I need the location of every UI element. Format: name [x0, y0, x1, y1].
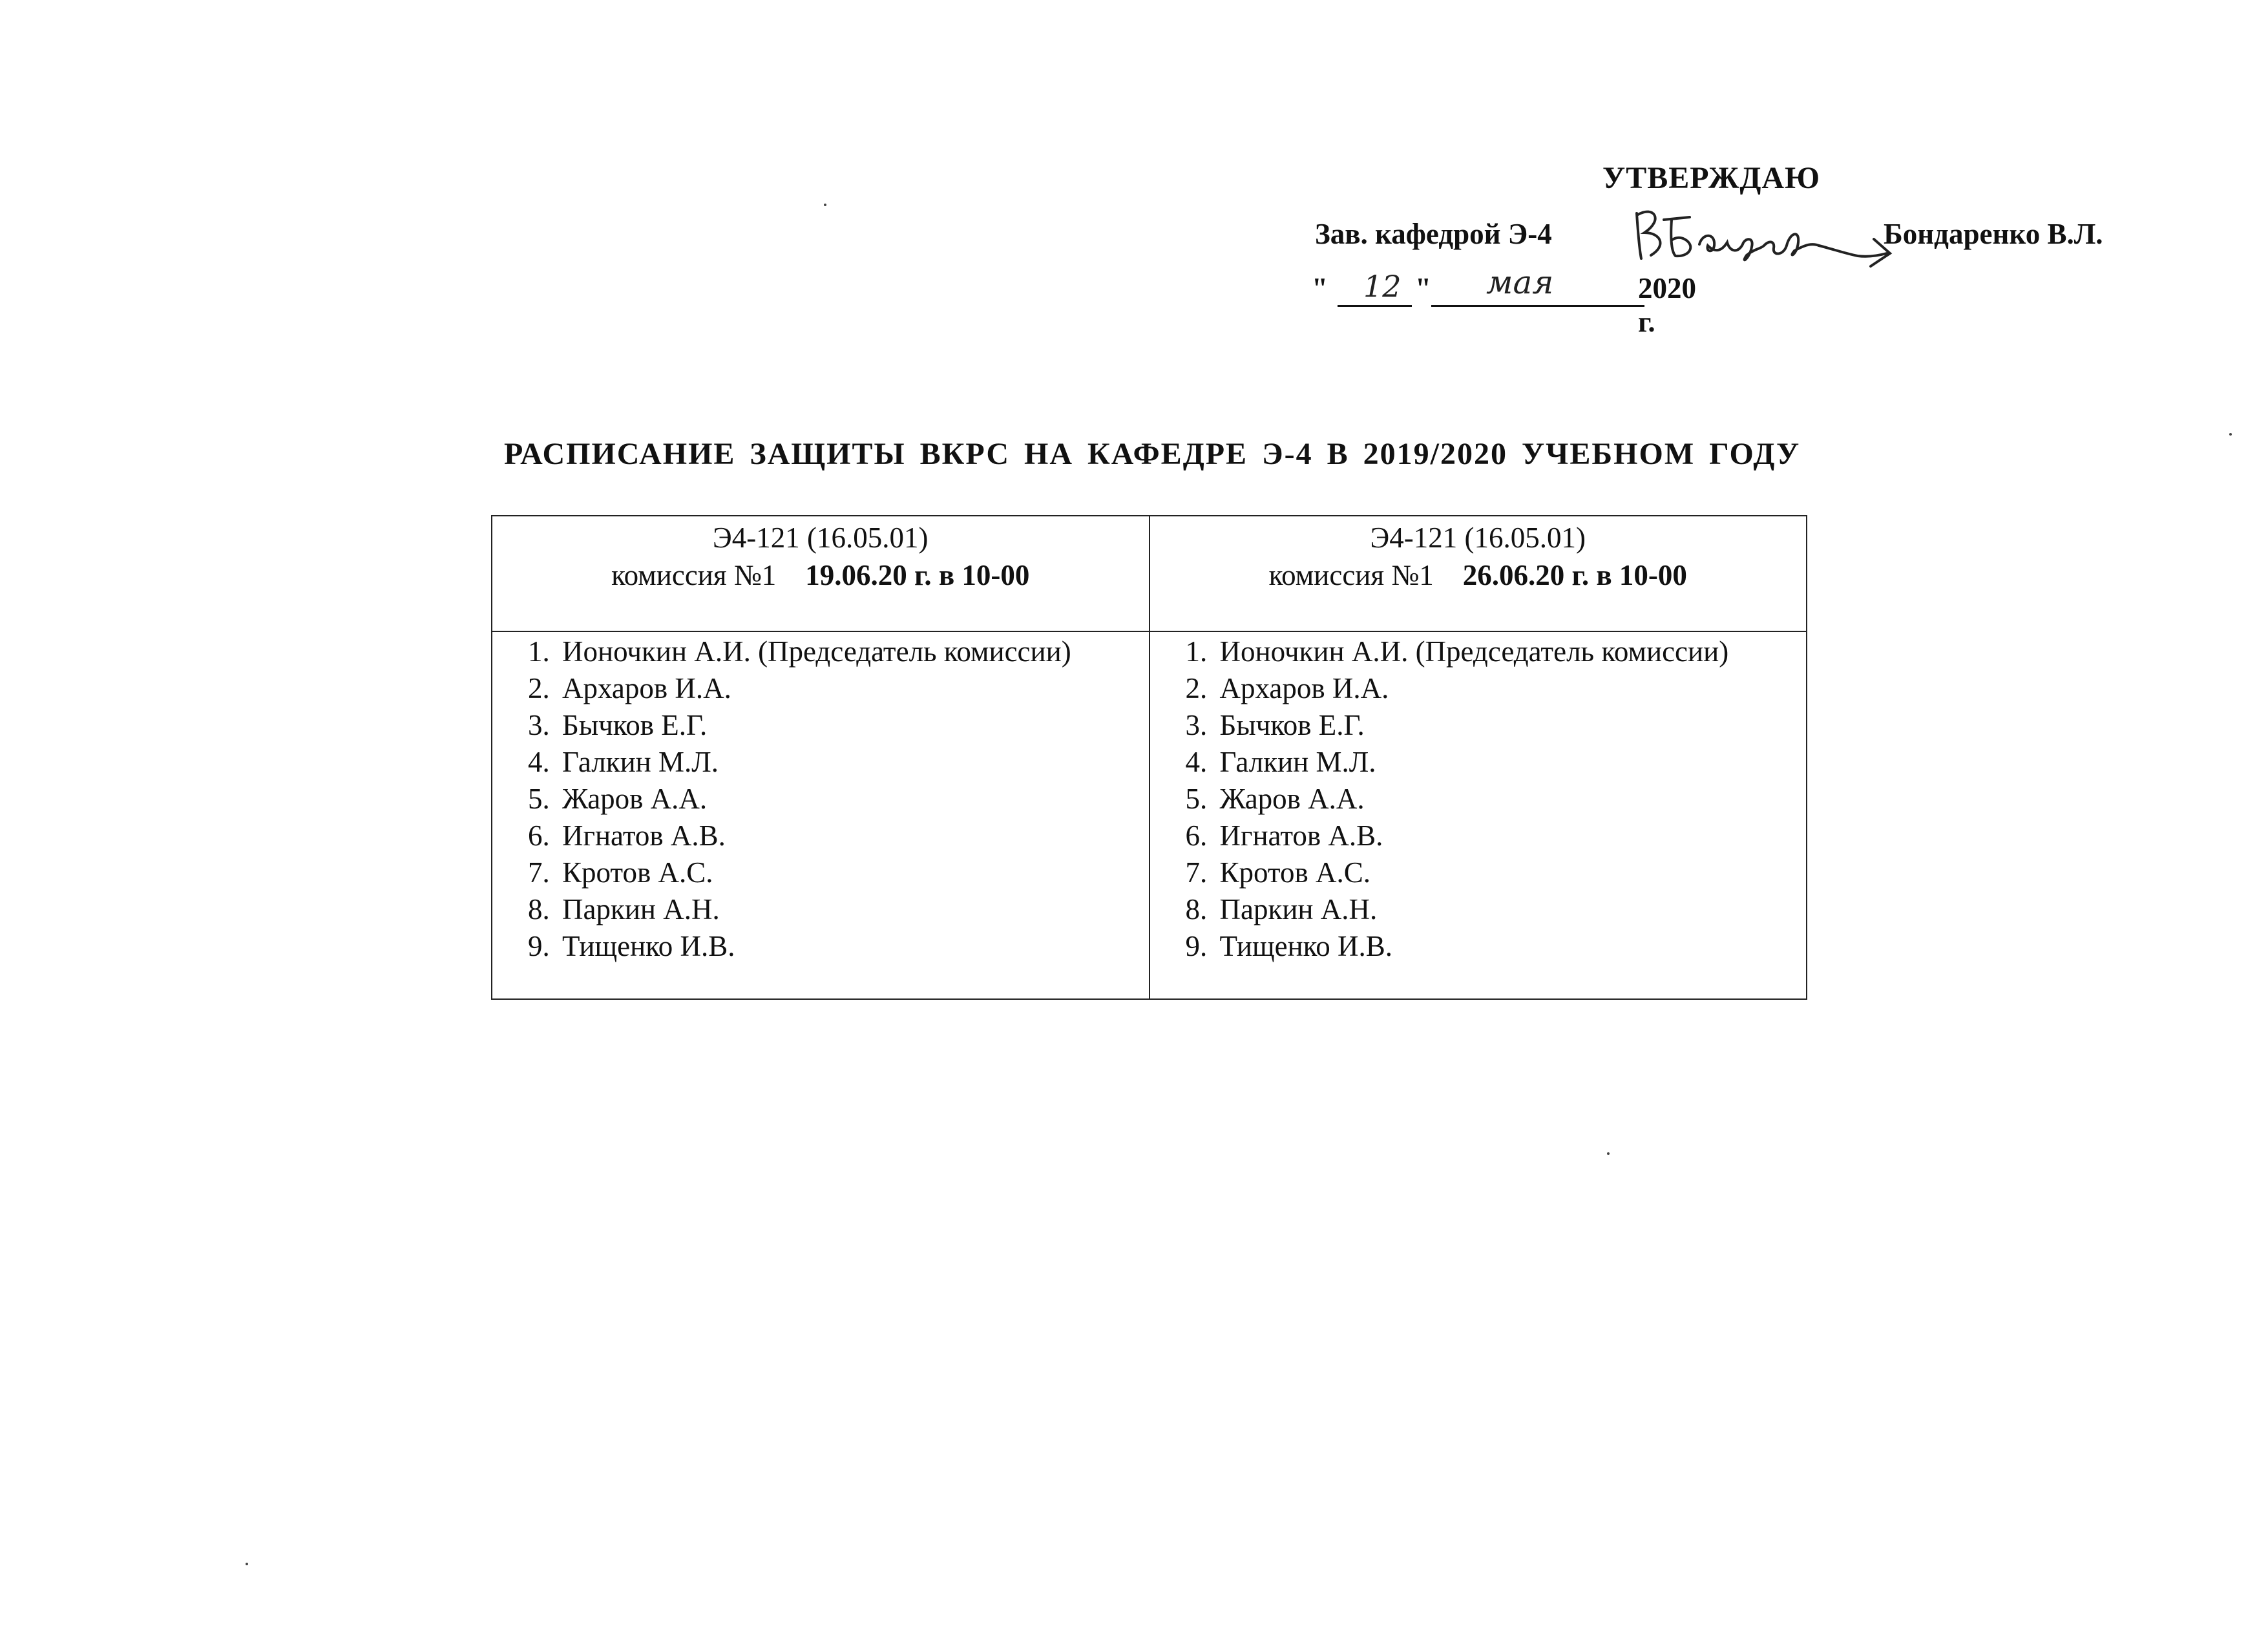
scan-speck	[2229, 433, 2232, 436]
commission-line	[1151, 556, 1806, 594]
commission-label: комиссия №1	[611, 559, 777, 591]
list-item: 8. Паркин А.Н.	[557, 891, 1149, 928]
handwritten-signature	[1625, 194, 1896, 275]
list-item: 2. Архаров И.А.	[557, 670, 1149, 707]
list-item: 1. Ионочкин А.И. (Председатель комиссии)	[557, 633, 1149, 670]
list-item: 4. Галкин М.Л.	[1215, 744, 1807, 781]
group-code: Э4-121 (16.05.01)	[713, 522, 929, 554]
list-item: 2. Архаров И.А.	[1215, 670, 1807, 707]
date-close-quote: "	[1415, 272, 1431, 304]
scan-speck	[824, 204, 826, 206]
members-cell	[492, 631, 1150, 999]
date-year: 2020 г.	[1638, 272, 1696, 338]
defense-datetime: 19.06.20 г. в 10-00	[805, 559, 1030, 591]
approval-title: УТВЕРЖДАЮ	[1602, 161, 1821, 195]
list-item: 5. Жаров А.А.	[1215, 781, 1807, 818]
commission-line	[493, 556, 1148, 594]
list-item: 3. Бычков Е.Г.	[1215, 707, 1807, 744]
column-header	[492, 516, 1150, 631]
date-open-quote: "	[1312, 272, 1328, 304]
list-item: 6. Игнатов А.В.	[557, 818, 1149, 854]
members-cell	[1150, 631, 1807, 999]
list-item: 5. Жаров А.А.	[557, 781, 1149, 818]
table-body-row	[492, 631, 1807, 999]
commission-members-list	[492, 633, 1149, 965]
list-item: 7. Кротов А.С.	[1215, 854, 1807, 891]
commission-label: комиссия №1	[1268, 559, 1434, 591]
commission-members-list	[1150, 633, 1807, 965]
list-item: 9. Тищенко И.В.	[1215, 928, 1807, 965]
list-item: 1. Ионочкин А.И. (Председатель комиссии)	[1215, 633, 1807, 670]
list-item: 3. Бычков Е.Г.	[557, 707, 1149, 744]
list-item: 6. Игнатов А.В.	[1215, 818, 1807, 854]
approver-position: Зав. кафедрой Э-4	[1315, 218, 1552, 250]
date-day: 12	[1363, 269, 1402, 304]
scan-speck	[246, 1563, 248, 1565]
list-item: 8. Паркин А.Н.	[1215, 891, 1807, 928]
approver-name: Бондаренко В.Л.	[1884, 218, 2103, 250]
schedule-table	[491, 515, 1807, 1000]
table-header-row	[492, 516, 1807, 631]
defense-datetime: 26.06.20 г. в 10-00	[1462, 559, 1687, 591]
date-month: мая	[1486, 264, 1554, 301]
document-title: РАСПИСАНИЕ ЗАЩИТЫ ВКРС НА КАФЕДРЕ Э-4 В 2019/2020 УЧЕБНОМ ГОДУ	[504, 437, 1801, 471]
list-item: 7. Кротов А.С.	[557, 854, 1149, 891]
date-day-field	[1338, 271, 1412, 307]
date-month-field	[1431, 264, 1644, 307]
list-item: 9. Тищенко И.В.	[557, 928, 1149, 965]
column-header	[1150, 516, 1807, 631]
group-code: Э4-121 (16.05.01)	[1370, 522, 1586, 554]
scan-speck	[1607, 1152, 1610, 1155]
list-item: 4. Галкин М.Л.	[557, 744, 1149, 781]
